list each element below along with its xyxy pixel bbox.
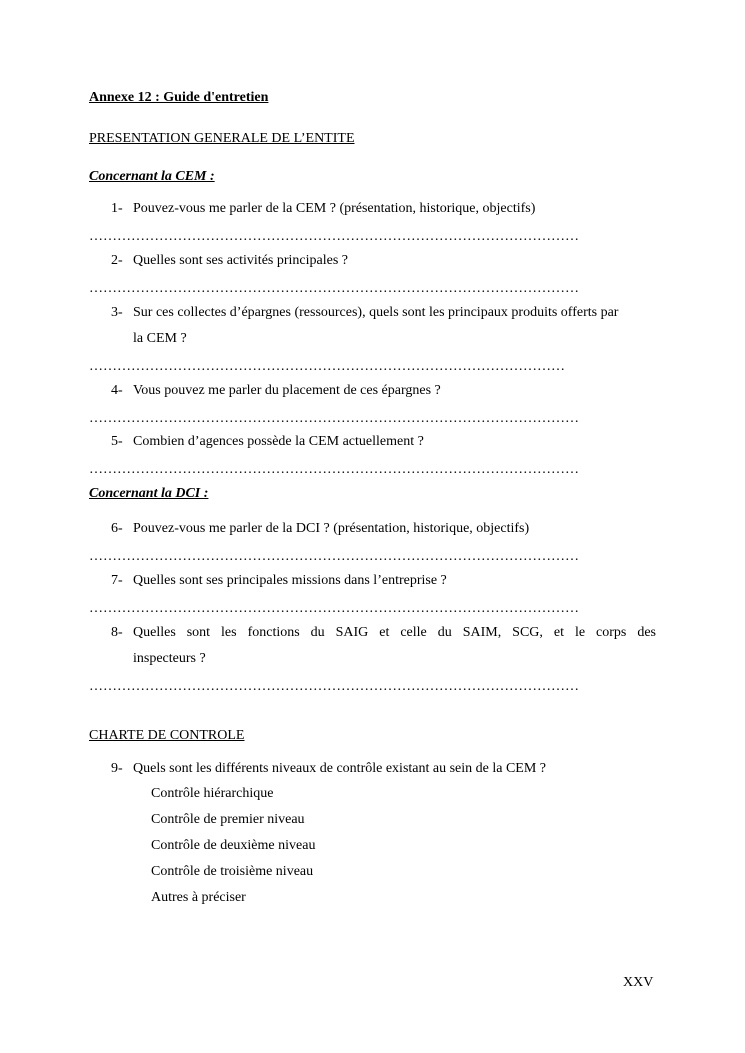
control-level-option-1: Contrôle hiérarchique bbox=[151, 786, 274, 801]
answer-line-2: …………………………………………………………………………………………… bbox=[89, 281, 579, 296]
control-level-option-3: Contrôle de deuxième niveau bbox=[151, 838, 316, 853]
answer-line-7: …………………………………………………………………………………………… bbox=[89, 601, 579, 616]
section-heading-presentation: PRESENTATION GENERALE DE L’ENTITE bbox=[89, 131, 355, 146]
question-number: 5- bbox=[111, 434, 123, 449]
question-text: Quelles sont ses activités principales ? bbox=[133, 253, 348, 268]
question-text: Quelles sont ses principales missions dans l’entreprise ? bbox=[133, 573, 447, 588]
question-number: 2- bbox=[111, 253, 123, 268]
page-number: XXV bbox=[623, 975, 654, 990]
question-number: 9- bbox=[111, 761, 123, 776]
question-number: 6- bbox=[111, 521, 123, 536]
control-level-option-4: Contrôle de troisième niveau bbox=[151, 864, 314, 879]
answer-line-1: …………………………………………………………………………………………… bbox=[89, 229, 579, 244]
subsection-heading-cem: Concernant la CEM : bbox=[89, 169, 215, 184]
question-number: 1- bbox=[111, 201, 123, 216]
control-level-option-5: Autres à préciser bbox=[151, 890, 246, 905]
question-text: Vous pouvez me parler du placement de ces épargnes ? bbox=[133, 383, 441, 398]
question-text: Combien d’agences possède la CEM actuellement ? bbox=[133, 434, 424, 449]
annex-title: Annexe 12 : Guide d'entretien bbox=[89, 90, 269, 105]
question-number: 3- bbox=[111, 305, 123, 320]
subsection-heading-dci: Concernant la DCI : bbox=[89, 486, 209, 501]
section-heading-charte: CHARTE DE CONTROLE bbox=[89, 728, 245, 743]
question-text-line-1: Quelles sont les fonctions du SAIG et celle du SAIM, SCG, et le corps des bbox=[133, 625, 656, 640]
answer-line-5: …………………………………………………………………………………………… bbox=[89, 462, 579, 477]
question-text-line-1: Sur ces collectes d’épargnes (ressources), quels sont les principaux produits offerts par bbox=[133, 305, 619, 320]
question-8-text-line-2: inspecteurs ? bbox=[133, 651, 206, 666]
question-text: Quels sont les différents niveaux de contrôle existant au sein de la CEM ? bbox=[133, 761, 547, 776]
answer-line-8: …………………………………………………………………………………………… bbox=[89, 679, 579, 694]
answer-line-6: …………………………………………………………………………………………… bbox=[89, 549, 579, 564]
question-3-text-line-2: la CEM ? bbox=[133, 331, 187, 346]
control-level-option-2: Contrôle de premier niveau bbox=[151, 812, 305, 827]
question-number: 4- bbox=[111, 383, 123, 398]
question-text: Pouvez-vous me parler de la CEM ? (présentation, historique, objectifs) bbox=[133, 201, 536, 216]
answer-line-3: ………………………………………………………………………………………… bbox=[89, 359, 565, 374]
question-text: Pouvez-vous me parler de la DCI ? (présentation, historique, objectifs) bbox=[133, 521, 530, 536]
answer-line-4: …………………………………………………………………………………………… bbox=[89, 411, 579, 426]
question-number: 8- bbox=[111, 625, 123, 640]
question-number: 7- bbox=[111, 573, 123, 588]
